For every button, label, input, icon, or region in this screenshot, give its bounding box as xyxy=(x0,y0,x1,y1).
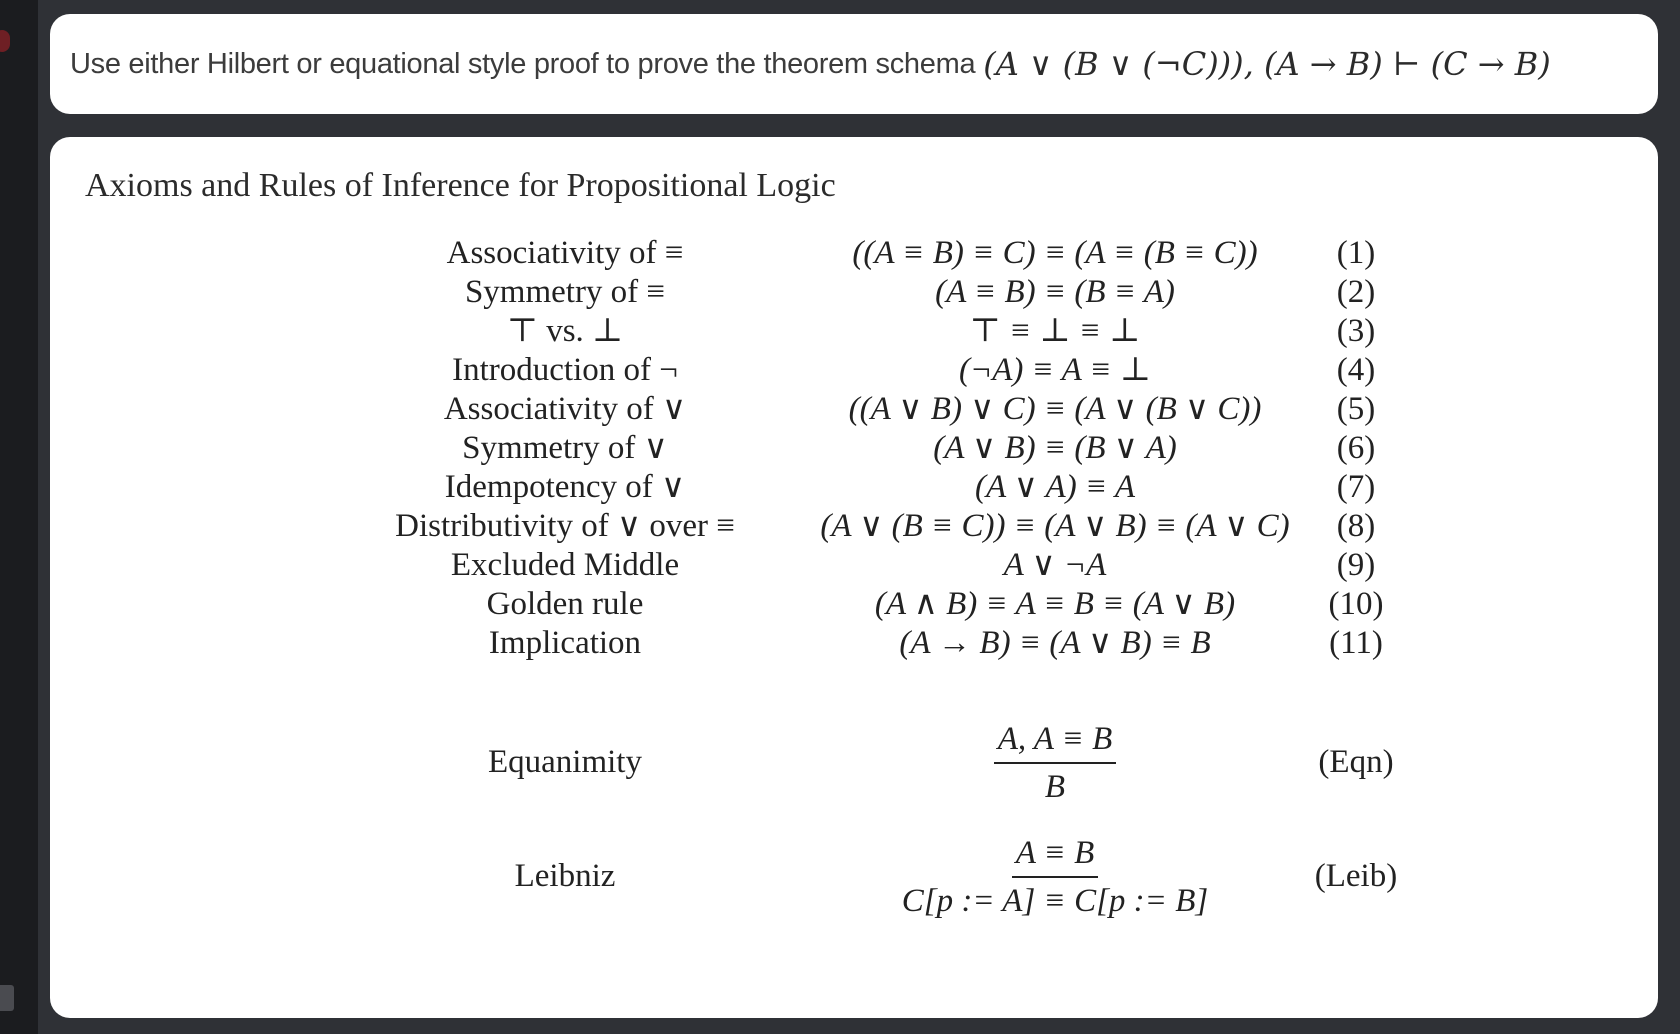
axiom-name: Idempotency of ∨ xyxy=(444,469,686,505)
rule-label: (Leib) xyxy=(1314,858,1398,894)
axiom-name: Excluded Middle xyxy=(450,547,680,583)
axiom-number: (3) xyxy=(1336,313,1376,349)
axiom-formula: ((A ≡ B) ≡ C) ≡ (A ≡ (B ≡ C)) xyxy=(852,235,1258,271)
axiom-number: (5) xyxy=(1336,391,1376,427)
inference-rule-fraction xyxy=(740,720,1370,806)
notification-dot xyxy=(0,30,10,52)
axiom-row xyxy=(50,545,1658,585)
axiom-row xyxy=(50,389,1658,429)
axiom-row xyxy=(50,428,1658,468)
axiom-number: (7) xyxy=(1336,469,1376,505)
axiom-name: Introduction of ¬ xyxy=(452,352,678,388)
axiom-number: (1) xyxy=(1336,235,1376,271)
sidebar-chip xyxy=(0,985,14,1011)
rule-conclusion: B xyxy=(1044,769,1066,805)
axioms-title: Axioms and Rules of Inference for Propositional Logic xyxy=(85,167,836,204)
axiom-number: (2) xyxy=(1336,274,1376,310)
inference-rule-row xyxy=(50,834,1658,924)
rule-label: (Eqn) xyxy=(1318,744,1394,780)
question-text: Use either Hilbert or equational style proof to prove the theorem schema xyxy=(70,47,976,80)
inference-rule-row xyxy=(50,720,1658,810)
inference-rule-name: Leibniz xyxy=(514,858,616,894)
axiom-formula: ((A ∨ B) ∨ C) ≡ (A ∨ (B ∨ C)) xyxy=(848,391,1262,427)
axiom-name: Associativity of ∨ xyxy=(443,391,687,427)
axiom-row xyxy=(50,506,1658,546)
axiom-name: Golden rule xyxy=(486,586,644,622)
rule-conclusion: C[p := A] ≡ C[p := B] xyxy=(901,883,1209,919)
axiom-row xyxy=(50,233,1658,273)
question-theorem: (A ∨ (B ∨ (¬C))), (A → B) ⊢ (C → B) xyxy=(983,45,1551,83)
axioms-image-card xyxy=(50,137,1658,1018)
axiom-formula: (A ∨ A) ≡ A xyxy=(974,469,1136,505)
axiom-number: (8) xyxy=(1336,508,1376,544)
axiom-row xyxy=(50,272,1658,312)
axiom-name: Symmetry of ∨ xyxy=(462,430,668,466)
rule-premise: A, A ≡ B xyxy=(994,720,1117,764)
inference-rule-name: Equanimity xyxy=(488,744,642,780)
axiom-formula: ⊤ ≡ ⊥ ≡ ⊥ xyxy=(969,313,1141,349)
axiom-formula: (A ∨ B) ≡ (B ∨ A) xyxy=(933,430,1177,466)
axiom-formula: (¬A) ≡ A ≡ ⊥ xyxy=(959,352,1151,388)
axiom-formula: (A ≡ B) ≡ (B ≡ A) xyxy=(935,274,1175,310)
axiom-number: (9) xyxy=(1336,547,1376,583)
axiom-number: (10) xyxy=(1328,586,1384,622)
inference-rule-fraction xyxy=(740,834,1370,920)
axiom-number: (11) xyxy=(1329,625,1383,661)
axiom-number: (4) xyxy=(1336,352,1376,388)
sidebar-strip xyxy=(0,0,38,1034)
axiom-row xyxy=(50,623,1658,663)
axiom-formula: A ∨ ¬A xyxy=(1003,547,1107,583)
axiom-row xyxy=(50,311,1658,351)
axiom-row xyxy=(50,467,1658,507)
axiom-number: (6) xyxy=(1336,430,1376,466)
axiom-name: Distributivity of ∨ over ≡ xyxy=(395,508,735,544)
axiom-name: Associativity of ≡ xyxy=(446,235,684,271)
axiom-formula: (A → B) ≡ (A ∨ B) ≡ B xyxy=(899,625,1211,661)
question-message xyxy=(50,14,1658,114)
axiom-name: ⊤ vs. ⊥ xyxy=(506,313,624,349)
axiom-row xyxy=(50,584,1658,624)
axiom-row xyxy=(50,350,1658,390)
axiom-formula: (A ∧ B) ≡ A ≡ B ≡ (A ∨ B) xyxy=(874,586,1236,622)
axiom-name: Implication xyxy=(488,625,642,661)
axiom-formula: (A ∨ (B ≡ C)) ≡ (A ∨ B) ≡ (A ∨ C) xyxy=(820,508,1290,544)
axiom-name: Symmetry of ≡ xyxy=(464,274,666,310)
rule-premise: A ≡ B xyxy=(1012,834,1099,878)
